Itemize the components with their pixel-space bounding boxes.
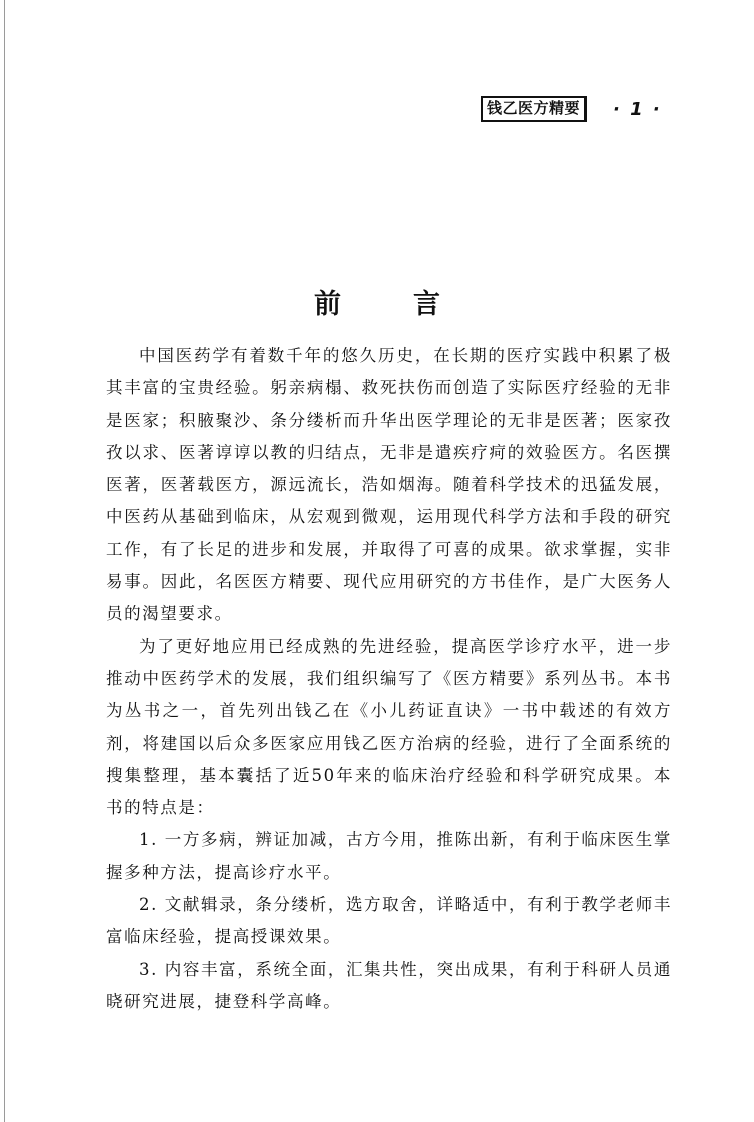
page-title-char-1: 前 <box>314 289 341 320</box>
feature-item-1: 1. 一方多病，辨证加减，古方今用，推陈出新，有利于临床医生掌握多种方法，提高诊疗水平。 <box>106 830 672 882</box>
feature-item-3: 3. 内容丰富，系统全面，汇集共性，突出成果，有利于科研人员通晓研究进展，捷登科学高峰。 <box>106 959 672 1011</box>
page-title <box>0 282 754 321</box>
feature-item-2: 2. 文献辑录，条分缕析，选方取舍，详略适中，有利于教学老师丰富临床经验，提高授课效果。 <box>106 895 672 947</box>
page-edge-line <box>4 0 5 1122</box>
page-title-char-2: 言 <box>413 289 440 320</box>
running-head <box>481 96 662 122</box>
page-number: · 1 · <box>613 98 662 120</box>
book-title-box: 钱乙医方精要 <box>481 96 587 122</box>
paragraph-1: 中国医药学有着数千年的悠久历史，在长期的医疗实践中积累了极其丰富的宝贵经验。躬亲病榻、救死扶伤而创造了实际医疗经验的无非是医家；积腋聚沙、条分缕析而升华出医学理论的无非是医著；医家孜孜以求、医著谆谆以教的归结点，无非是遣疾疗疴的效验医方。名医撰医著，医著载医方，源远流长，浩如烟海。随着科学技术的迅猛发展，中医药从基础到临床，从宏观到微观，运用现代科学方法和手段的研究工作，有了长足的进步和发展，并取得了可喜的成果。欲求掌握，实非易事。因此，名医医方精要、现代应用研究的方书佳作，是广大医务人员的渴望要求。 <box>106 346 672 624</box>
paragraph-2: 为了更好地应用已经成熟的先进经验，提高医学诊疗水平，进一步推动中医药学术的发展，我们组织编写了《医方精要》系列丛书。本书为丛书之一，首先列出钱乙在《小儿药证直诀》一书中载述的有效方剂，将建国以后众多医家应用钱乙医方治病的经验，进行了全面系统的搜集整理，基本囊括了近50年来的临床治疗经验和科学研究成果。本书的特点是： <box>106 636 672 818</box>
preface-body <box>106 340 672 1018</box>
